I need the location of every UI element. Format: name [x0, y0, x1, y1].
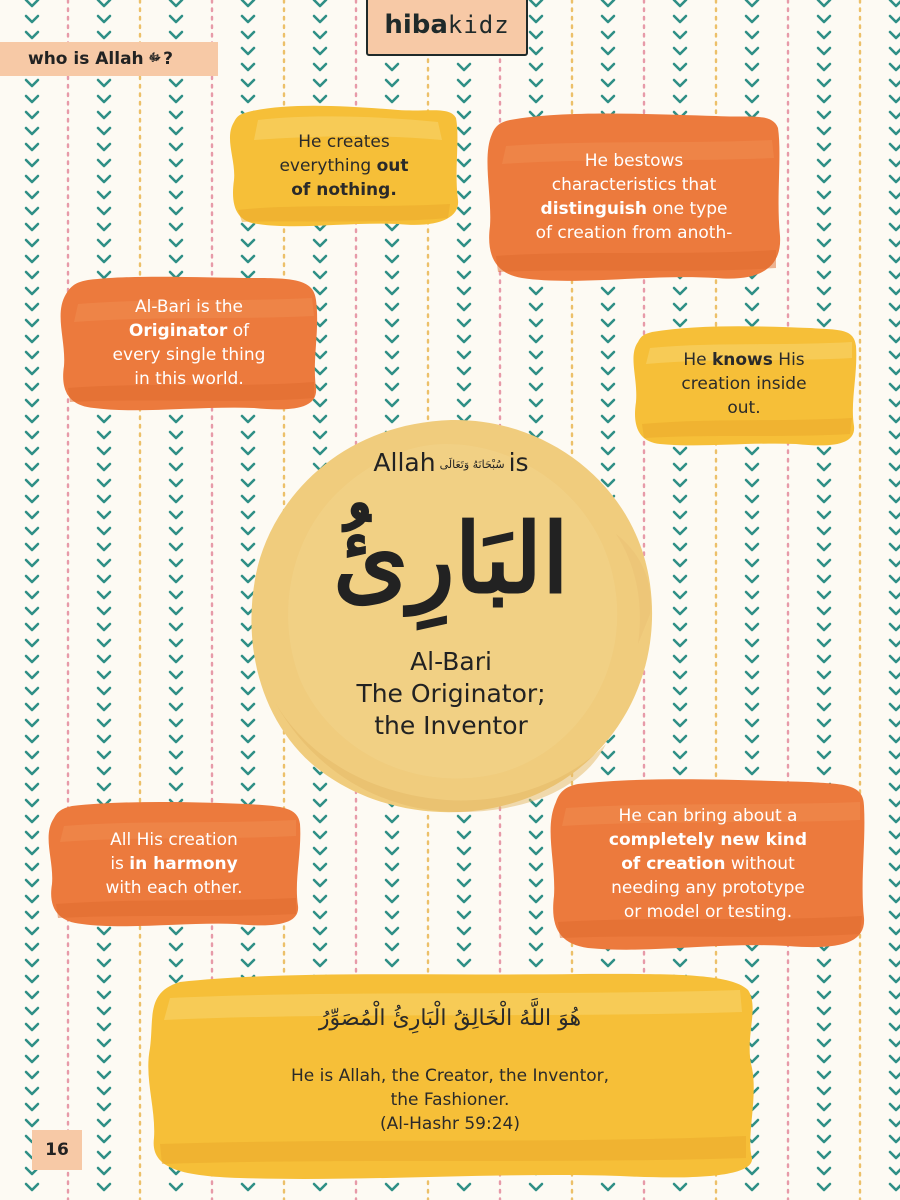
fact-text: one type	[647, 199, 728, 219]
fact-text: Al-Bari is the	[135, 297, 243, 317]
fact-text: is	[110, 854, 130, 874]
verse-translation: the Fashioner.	[390, 1090, 510, 1110]
fact-bold: in harmony	[129, 854, 238, 874]
name-circle	[246, 414, 656, 814]
section-label: who is Allah	[28, 49, 144, 69]
fact-text: out.	[727, 398, 761, 418]
fact-text: All His creation	[110, 830, 238, 850]
fact-text: creation inside	[681, 374, 807, 394]
fact-text: everything	[279, 156, 377, 176]
fact-card-creates	[228, 100, 460, 232]
fact-card-new-kind	[548, 772, 868, 956]
name-meaning: The Originator;	[356, 679, 546, 708]
fact-text: every single thing	[112, 345, 266, 365]
fact-text: He creates	[298, 132, 390, 152]
fact-card-harmony	[46, 796, 302, 932]
name-transliteration: Al-Bari	[410, 647, 492, 676]
fact-bold: Originator	[128, 321, 228, 341]
fact-card-originator	[58, 270, 320, 416]
hibakidz-logo	[366, 0, 528, 56]
verse-translation: He is Allah, the Creator, the Inventor,	[290, 1066, 610, 1086]
fact-bold: completely new kind	[608, 830, 808, 850]
fact-bold: out	[376, 156, 409, 176]
fact-bold: distinguish	[540, 199, 648, 219]
verse-panel	[140, 968, 760, 1184]
fact-card-distinguish	[486, 106, 782, 288]
honorific-mark: سُبْحَانَهُ وَتَعَالَى	[439, 457, 505, 471]
fact-text: without	[725, 854, 795, 874]
fact-bold: of nothing.	[291, 180, 397, 200]
fact-bold: knows	[711, 350, 773, 370]
fact-text: characteristics that	[551, 175, 717, 195]
logo-text-kidz: kidz	[447, 11, 510, 39]
fact-card-knows	[630, 318, 858, 450]
fact-bold: of creation	[621, 854, 726, 874]
is-text: is	[508, 448, 529, 477]
section-tab	[0, 42, 218, 76]
page-number: 16	[32, 1130, 82, 1170]
honorific-mark: ﷻ	[148, 51, 162, 64]
fact-text: with each other.	[105, 878, 243, 898]
fact-text: His	[772, 350, 805, 370]
arabic-name: البَارِئُ	[333, 502, 569, 615]
section-suffix: ?	[163, 49, 173, 69]
logo-text-hiba: hiba	[384, 10, 448, 40]
fact-text: He	[683, 350, 712, 370]
allah-text: Allah	[373, 448, 436, 477]
fact-text: He bestows	[584, 151, 684, 171]
fact-text: of	[227, 321, 250, 341]
fact-text: of creation from anoth-	[535, 223, 733, 243]
fact-text: He can bring about a	[618, 806, 798, 826]
verse-arabic: هُوَ اللَّهُ الْخَالِقُ الْبَارِئُ الْمُصَوِّرُ	[318, 1006, 582, 1031]
fact-text: needing any prototype	[611, 878, 805, 898]
fact-text: in this world.	[134, 369, 244, 389]
name-meaning: the Inventor	[374, 711, 528, 740]
fact-text: or model or testing.	[623, 902, 793, 922]
verse-reference: (Al-Hashr 59:24)	[380, 1114, 520, 1134]
